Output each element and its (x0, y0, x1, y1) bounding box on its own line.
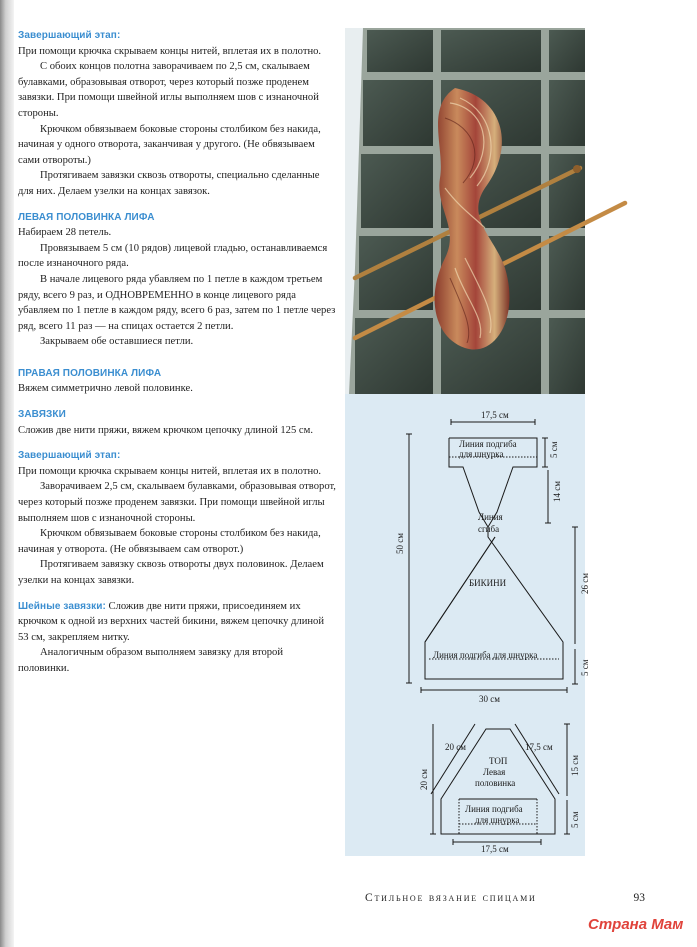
fold-line-label: для шнурка (475, 815, 520, 825)
paragraph: Крючком обвязываем боковые стороны столбиком без накида, начиная у отворота. (Не обвязываем сам отворот.) (18, 528, 321, 555)
dim-label: 17,5 см (525, 742, 553, 752)
section-heading: ЗАВЯЗКИ (18, 409, 66, 421)
paragraph: Заворачиваем 2,5 см, скалываем булавками, образовывая отворот, через который позже проденем завязки. При помощи швейной иглы выполняем шов с изнаночной стороны. (18, 481, 336, 524)
paragraph: С обоих концов полотна заворачиваем по 2,5 см, скалываем булавками, образовывая отворот, через который позже проденем завязки. При помощи швейной иглы выполняем шов с изнаночной стороны. (18, 61, 319, 119)
yarn-photo (345, 28, 585, 394)
inline-heading: Шейные завязки: (18, 600, 106, 612)
fold-label: сгиба (478, 524, 500, 534)
dim-label: 20 см (419, 769, 429, 790)
paragraph (18, 599, 336, 646)
dim-label: 5 см (549, 441, 559, 458)
dim-label: 17,5 см (481, 844, 509, 854)
section-heading: Завершающий этап: (18, 450, 121, 462)
paragraph: Вяжем симметрично левой половинке. (18, 383, 193, 395)
book-spine-shadow (0, 0, 14, 947)
piece-label: БИКИНИ (469, 578, 507, 588)
piece-label: половинка (475, 778, 516, 788)
fold-line-label: Линия подгиба (465, 804, 523, 814)
section-heading: Завершающий этап: (18, 30, 121, 41)
page-footer (365, 892, 685, 904)
dim-label: 5 см (570, 811, 580, 828)
dim-label: 30 см (479, 694, 500, 704)
fold-line-label: для шнурка (459, 449, 504, 459)
paragraph: Протягиваем завязки сквозь отвороты, специально сделанные для них. Делаем узелки на концах завязок. (18, 170, 320, 197)
dim-label: 50 см (395, 533, 405, 554)
bikini-schematic (345, 394, 590, 856)
instructions-column (18, 28, 336, 677)
section-heading: ЛЕВАЯ ПОЛОВИНКА ЛИФА (18, 211, 155, 223)
paragraph: Сложив две нити пряжи, вяжем крючком цепочку длиной 125 см. (18, 424, 313, 436)
paragraph: В начале лицевого ряда убавляем по 1 петле в каждом третьем ряду, всего 9 раз, и ОДНОВРЕМЕННО в конце лицевого ряда убавляем по 1 петле в каждом ряду, всего 6 раз, затем по 1 петле через ряд, всего 11 раз — на спицах остается 2 петли. (18, 273, 336, 332)
fold-line-label: Линия подгиба для шнурка (433, 650, 538, 660)
book-title: Стильное вязание спицами (365, 892, 537, 904)
paragraph: Крючком обвязываем боковые стороны столбиком без накида, начиная у одного отворота, заканчивая у другого. (Не обвязываем сами отвороты.) (18, 123, 321, 166)
pattern-diagram (345, 394, 590, 856)
dim-label: 17,5 см (481, 410, 509, 420)
dim-label: 5 см (580, 659, 590, 676)
paragraph: Закрываем обе оставшиеся петли. (40, 336, 194, 348)
page-number: 93 (633, 892, 645, 904)
paragraph: Аналогичным образом выполняем завязку для второй половинки. (18, 647, 283, 674)
fold-line-label: Линия подгиба (459, 439, 517, 449)
paragraph: Набираем 28 петель. (18, 227, 112, 239)
dim-label: 15 см (570, 755, 580, 776)
dim-label: 26 см (580, 573, 590, 594)
paragraph: Протягиваем завязку сквозь отвороты двух половинок. Делаем узелки на концах завязки. (18, 559, 324, 586)
piece-label: Левая (483, 767, 506, 777)
fold-label: Линия (478, 512, 503, 522)
yarn-and-needles-image (345, 28, 585, 394)
piece-label: ТОП (489, 756, 508, 766)
watermark: Страна Мам (588, 916, 684, 933)
paragraph: При помощи крючка скрываем концы нитей, вплетая их в полотно. (18, 45, 322, 57)
dim-label: 20 см (445, 742, 466, 752)
paragraph: При помощи крючка скрываем концы нитей, вплетая их в полотно. (18, 465, 322, 477)
dim-label: 14 см (552, 481, 562, 502)
paragraph-text: Сложив две нити пряжи, присоединяем их крючком к одной из верхних частей бикини, вяжем цепочку длиной 53 см, закрепляем нитку. (18, 600, 324, 643)
paragraph: Провязываем 5 см (10 рядов) лицевой гладью, останавливаемся после изнаночного ряда. (18, 242, 328, 270)
section-heading: ПРАВАЯ ПОЛОВИНКА ЛИФА (18, 367, 162, 379)
